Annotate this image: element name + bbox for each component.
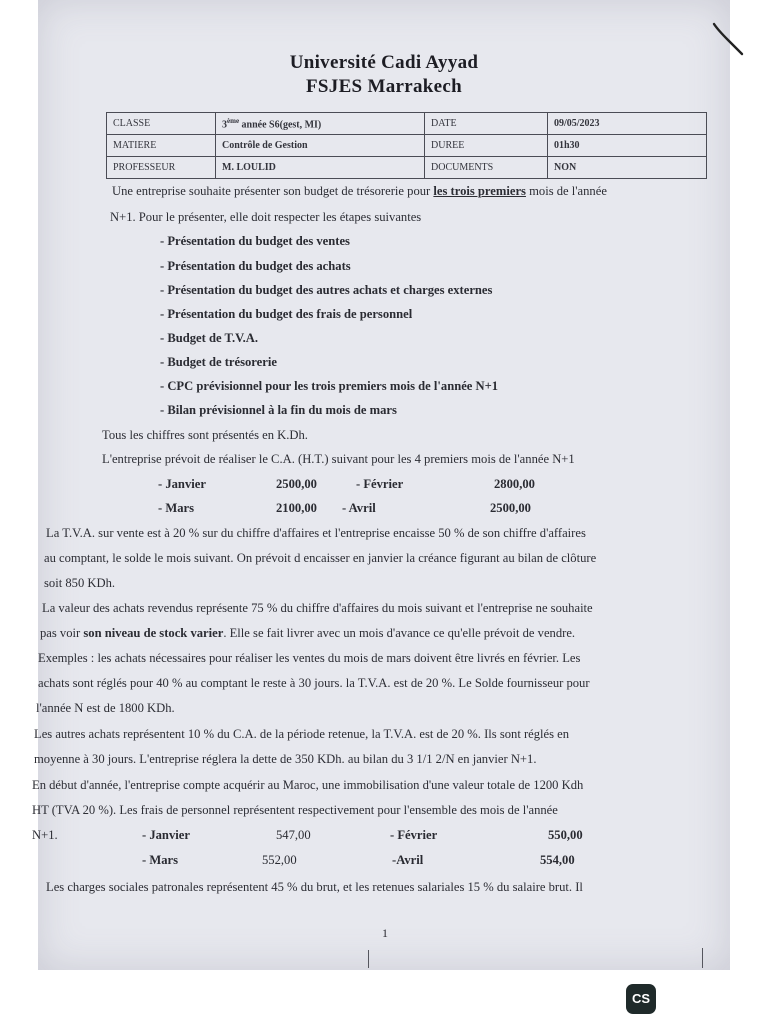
charges-line: Les charges sociales patronales représentent 45 % du brut, et les retenues salariales 15 % du salaire brut. Il — [46, 880, 583, 894]
documents-label: DOCUMENTS — [425, 157, 548, 179]
pers-apr-value: 554,00 — [540, 853, 575, 867]
duration-value: 01h30 — [548, 135, 707, 157]
step-item: - Bilan prévisionnel à la fin du mois de mars — [160, 403, 397, 417]
immo-line-1: En début d'année, l'entreprise compte acquérir au Maroc, une immobilisation d'une valeur totale de 1200 Kdh — [32, 778, 584, 792]
step-item: - Budget de trésorerie — [160, 355, 277, 369]
faculty-title: FSJES Marrakech — [306, 76, 462, 97]
immo-line-3: N+1. — [32, 828, 58, 842]
table-row — [107, 135, 707, 157]
documents-value: NON — [548, 157, 707, 179]
pers-apr-label: -Avril — [392, 853, 424, 867]
date-label: DATE — [425, 113, 548, 135]
table-row — [107, 157, 707, 179]
tva-line-3: soit 850 KDh. — [44, 576, 116, 590]
step-item: - Présentation du budget des achats — [160, 259, 351, 273]
ca-intro: L'entreprise prévoit de réaliser le C.A. (H.T.) suivant pour les 4 premiers mois de l'année N+1 — [102, 452, 575, 466]
achats-line-4: achats sont réglés pour 40 % au comptant le reste à 30 jours. la T.V.A. est de 20 %. Le Solde fournisseur pour — [38, 676, 590, 690]
achats-line-1: La valeur des achats revendus représente 75 % du chiffre d'affaires du mois suivant et l'entreprise ne souhaite — [42, 601, 593, 615]
camscanner-logo-icon: CS — [626, 984, 656, 1014]
subject-value: Contrôle de Gestion — [216, 135, 425, 157]
professor-value: M. LOULID — [216, 157, 425, 179]
pers-jan-label: - Janvier — [142, 828, 190, 842]
class-label: CLASSE — [107, 113, 216, 135]
autres-line-2: moyenne à 30 jours. L'entreprise réglera la dette de 350 KDh. au bilan du 3 1/1 2/N en janvier N+1. — [34, 752, 537, 766]
subject-label: MATIERE — [107, 135, 216, 157]
footer-tick — [368, 950, 369, 968]
step-item: - CPC prévisionnel pour les trois premiers mois de l'année N+1 — [160, 379, 499, 393]
step-item: - Budget de T.V.A. — [160, 331, 258, 345]
exam-info-table — [106, 112, 707, 179]
class-value: 3ème année S6(gest, MI) — [216, 113, 425, 135]
ca-apr-value: 2500,00 — [490, 501, 531, 515]
ca-feb-value: 2800,00 — [494, 477, 535, 491]
professor-label: PROFESSEUR — [107, 157, 216, 179]
intro-line-1: Une entreprise souhaite présenter son budget de trésorerie pour les trois premiers mois de l'année — [112, 184, 607, 198]
autres-line-1: Les autres achats représentent 10 % du C.A. de la période retenue, la T.V.A. est de 20 %. Ils sont réglés en — [34, 727, 570, 741]
table-row — [107, 113, 707, 135]
achats-line-2: pas voir son niveau de stock varier. Elle se fait livrer avec un mois d'avance ce qu'elle prévoit de vendre. — [40, 626, 576, 640]
ca-jan-value: 2500,00 — [276, 477, 317, 491]
step-item: - Présentation du budget des frais de personnel — [160, 307, 413, 321]
ca-feb-label: - Février — [356, 477, 404, 491]
date-value: 09/05/2023 — [548, 113, 707, 135]
immo-line-2: HT (TVA 20 %). Les frais de personnel représentent respectivement pour l'ensemble des mois de l'année — [32, 803, 558, 817]
ca-apr-label: - Avril — [342, 501, 376, 515]
document-page — [32, 0, 730, 970]
pers-feb-label: - Février — [390, 828, 438, 842]
duration-label: DUREE — [425, 135, 548, 157]
tva-line-1: La T.V.A. sur vente est à 20 % sur du chiffre d'affaires et l'entreprise encaisse 50 % de son chiffre d'affaires — [46, 526, 586, 540]
achats-line-3: Exemples : les achats nécessaires pour réaliser les ventes du mois de mars doivent être livrés en février. Les — [38, 651, 581, 665]
pers-jan-value: 547,00 — [276, 828, 311, 842]
pers-mar-value: 552,00 — [262, 853, 297, 867]
footer-tick — [702, 948, 703, 968]
ca-jan-label: - Janvier — [158, 477, 206, 491]
ca-mar-label: - Mars — [158, 501, 195, 515]
step-item: - Présentation du budget des ventes — [160, 234, 350, 248]
step-item: - Présentation du budget des autres achats et charges externes — [160, 283, 493, 297]
tva-line-2: au comptant, le solde le mois suivant. On prévoit d encaisser en janvier la créance figurant au bilan de clôture — [44, 551, 597, 565]
pers-feb-value: 550,00 — [548, 828, 583, 842]
achats-line-5: l'année N est de 1800 KDh. — [36, 701, 175, 715]
page-number: 1 — [382, 926, 388, 940]
figures-note: Tous les chiffres sont présentés en K.Dh. — [102, 428, 308, 442]
university-title: Université Cadi Ayyad — [289, 52, 479, 73]
pers-mar-label: - Mars — [142, 853, 179, 867]
ca-mar-value: 2100,00 — [276, 501, 317, 515]
intro-line-2: N+1. Pour le présenter, elle doit respecter les étapes suivantes — [110, 210, 422, 224]
